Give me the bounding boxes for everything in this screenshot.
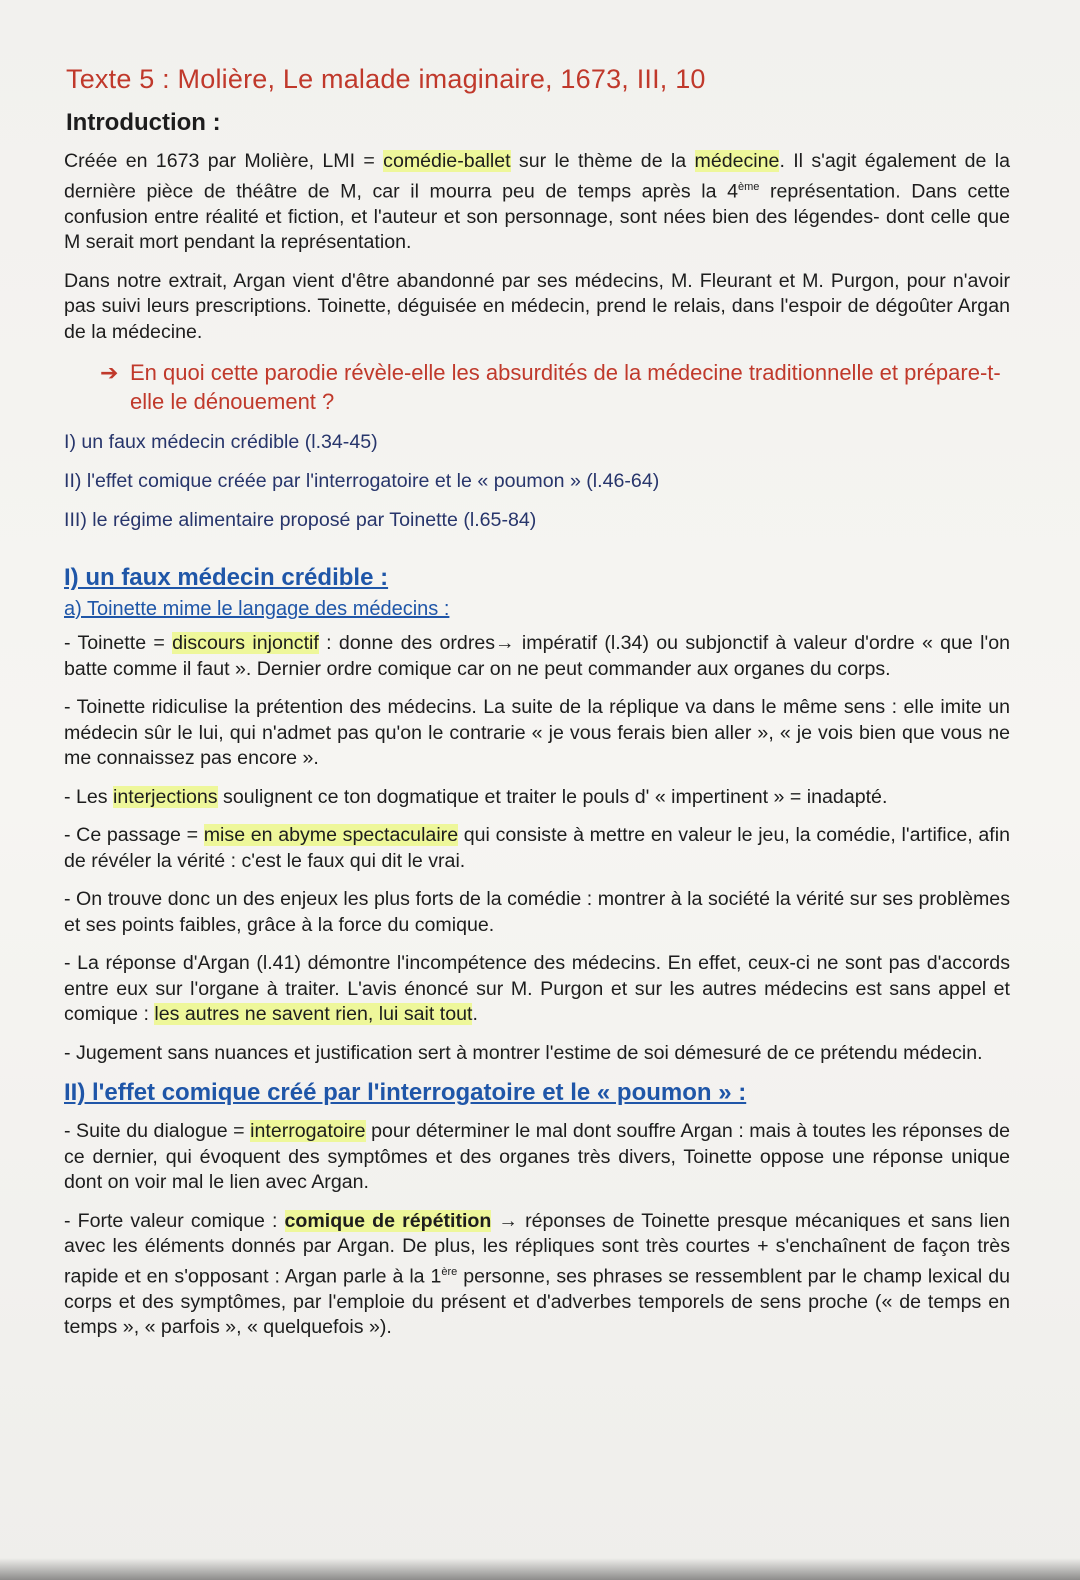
intro-heading: Introduction : [66, 109, 221, 136]
highlighted-text: les autres ne savent rien, lui sait tout [154, 1003, 473, 1026]
section-1-paragraph [64, 887, 1010, 938]
section-1-heading: I) un faux médecin crédible : [64, 564, 389, 592]
page-bottom-shadow [0, 1558, 1080, 1580]
arrow-right-icon: ➔ [100, 360, 119, 386]
section-1-paragraph [64, 695, 1010, 772]
section-2-paragraph [64, 1119, 1010, 1196]
text-run: - Suite du dialogue = [64, 1120, 251, 1143]
section-1-paragraph [64, 823, 1010, 874]
highlighted-text: médecine [694, 150, 780, 172]
text-run: - Toinette = [64, 632, 173, 655]
text-run: . Il s'agit également de la dernière pièce de théâtre de M, car il mourra peu de temps après la 4 [64, 150, 1011, 203]
highlighted-text: discours injonctif [172, 632, 319, 655]
text-run: . [472, 1003, 478, 1026]
highlighted-text: interjections [113, 785, 218, 808]
section-1-paragraph [64, 785, 1010, 811]
highlighted-text: mise en abyme spectaculaire [203, 824, 459, 847]
section-1-body [64, 631, 1010, 1066]
problematic-question [100, 358, 1010, 416]
text-run: - Les [64, 785, 114, 808]
question-text: En quoi cette parodie révèle-elle les absurdités de la médecine traditionnelle et prépare-t-elle le dénouement ? [130, 360, 1001, 415]
highlighted-text: comédie-ballet [383, 150, 511, 172]
section-1-paragraph [64, 951, 1010, 1028]
text-run: personne, ses phrases se ressemblent par le champ lexical du corps et des symptômes, par l'emploie du présent et d'adverbes temporels de sens proche (« de temps en temps », « parfois », « quelquefois »). [64, 1265, 1010, 1339]
plan-item-1: I) un faux médecin crédible (l.34-45) [64, 431, 378, 454]
section-2-body [64, 1119, 1010, 1341]
superscript-text: ère [441, 1265, 458, 1278]
intro-paragraph-1 [64, 149, 1010, 256]
plan-item-2: II) l'effet comique créée par l'interrogatoire et le « poumon » (l.46-64) [64, 470, 660, 493]
text-run: pour déterminer le mal dont souffre Argan : mais à toutes les réponses de ce dernier, qui évoquent des symptômes et des organes très divers, Toinette oppose une réponse unique dont on voir mal le lien avec Argan. [64, 1120, 1010, 1194]
superscript-text: ème [737, 180, 760, 193]
text-run: → réponses de Toinette presque mécaniques et sans lien avec les éléments donnés par Argan. De plus, les répliques sont très courtes + s'enchaînent de façon très rapide et en s'opposant : Argan parle à la 1 [64, 1209, 1010, 1288]
section-1-paragraph [64, 631, 1010, 682]
text-run: - La réponse d'Argan (l.41) démontre l'incompétence des médecins. En effet, ceux-ci ne sont pas d'accords entre eux sur l'organe à traiter. L'avis énoncé sur M. Purgon et sur les autres médecins est sans appel et comique : [64, 952, 1010, 1026]
text-run: - Jugement sans nuances et justification sert à montrer l'estime de soi démesuré de ce prétendu médecin. [64, 1041, 983, 1064]
plan-item-3: III) le régime alimentaire proposé par Toinette (l.65-84) [64, 509, 537, 532]
text-run: - On trouve donc un des enjeux les plus forts de la comédie : montrer à la société la vérité sur ses problèmes et ses points faibles, grâce à la force du comique. [64, 888, 1010, 936]
text-run: Créée en 1673 par Molière, LMI = [64, 150, 384, 172]
document-title: Texte 5 : Molière, Le malade imaginaire, 1673, III, 10 [66, 64, 706, 94]
section-1-paragraph [64, 1041, 1010, 1067]
section-1a-subheading: a) Toinette mime le langage des médecins : [64, 598, 450, 621]
intro-paragraph-2: Dans notre extrait, Argan vient d'être abandonné par ses médecins, M. Fleurant et M. Purgon, pour n'avoir pas suivi leurs prescriptions. Toinette, déguisée en médecin, prend le relais, dans l'espoir de dégoûter Argan de la médecine. [64, 269, 1010, 343]
text-run: sur le thème de la [510, 150, 695, 172]
text-run: : donne des ordres→ impératif (l.34) ou subjonctif à valeur d'ordre « que l'on batte comme il faut ». Dernier ordre comique car on ne peut commander aux organes du corps. [64, 632, 1011, 680]
text-run: qui consiste à mettre en valeur le jeu, la comédie, l'artifice, afin de révéler la vérité : c'est le faux qui dit le vrai. [64, 824, 1010, 872]
text-run: - Ce passage = [64, 824, 204, 847]
highlighted-text: comique de répétition [284, 1209, 492, 1232]
section-2-paragraph [64, 1209, 1010, 1341]
section-2-heading: II) l'effet comique créé par l'interrogatoire et le « poumon » : [64, 1079, 747, 1107]
text-run: - Toinette ridiculise la prétention des médecins. La suite de la réplique va dans le même sens : elle imite un médecin sûr le lui, qui n'admet pas qu'on le contrarie « je vous ferais bien aller », « je vois bien que vous ne me connaissez pas encore ». [64, 696, 1010, 770]
text-run: - Forte valeur comique : [64, 1209, 285, 1232]
text-run: soulignent ce ton dogmatique et traiter le pouls d' « impertinent » = inadapté. [217, 785, 888, 808]
text-run: représentation. Dans cette confusion entre réalité et fiction, et l'auteur et son personnage, sont nées bien des légendes- dont celle que M serait mort pendant la représentation. [64, 180, 1010, 254]
highlighted-text: interrogatoire [250, 1120, 366, 1143]
